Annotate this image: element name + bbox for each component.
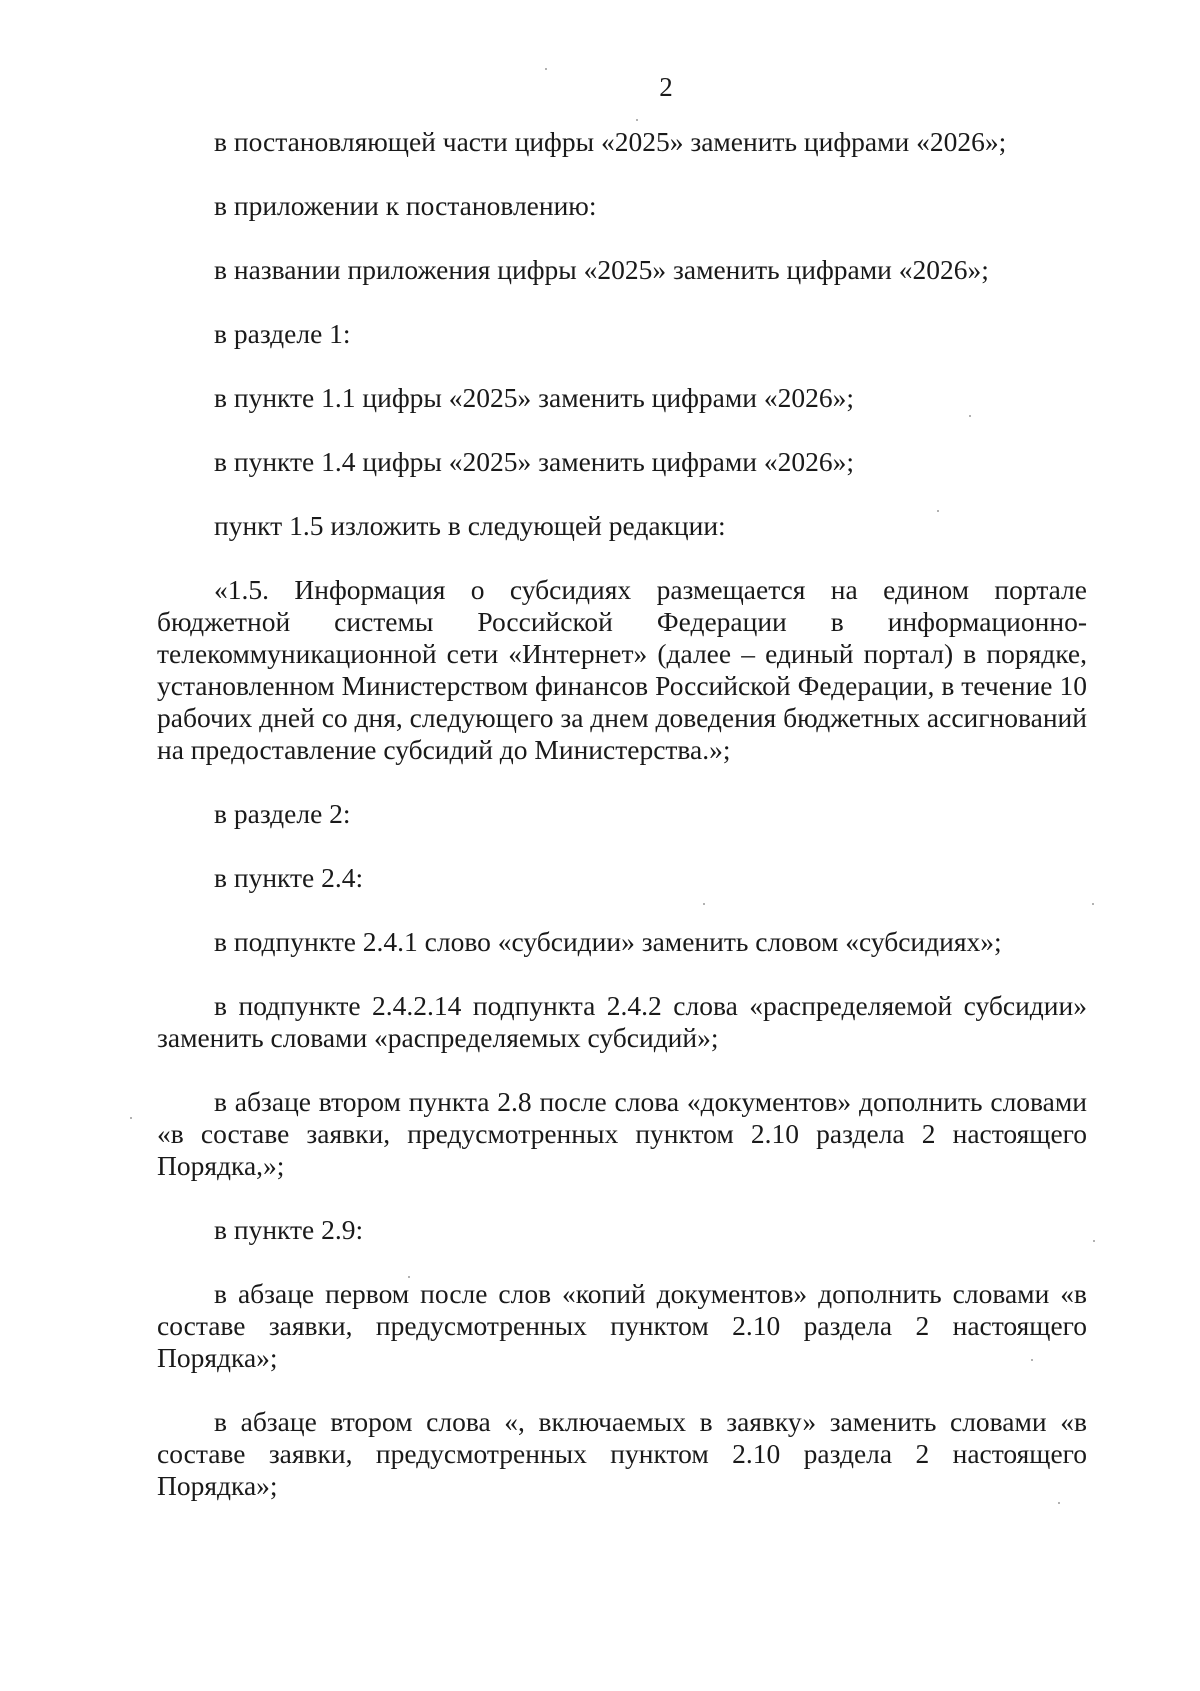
paragraph: в приложении к постановлению: — [214, 190, 597, 221]
paragraph: в пункте 1.1 цифры «2025» заменить цифрами «2026»; — [214, 382, 855, 413]
paragraph: в пункте 2.4: — [214, 862, 364, 893]
paragraph: пункт 1.5 изложить в следующей редакции: — [214, 510, 726, 541]
paragraph: в абзаце первом после слов «копий документов» дополнить словами «в составе заявки, предусмотренных пунктом 2.10 раздела 2 настоящего Порядка»; — [157, 1278, 1087, 1373]
scan-speck — [1092, 903, 1094, 905]
paragraph: в подпункте 2.4.2.14 подпункта 2.4.2 слова «распределяемой субсидии» заменить словами «распределяемых субсидий»; — [157, 990, 1087, 1053]
scan-speck — [636, 119, 638, 121]
paragraph: «1.5. Информация о субсидиях размещается на едином портале бюджетной системы Российской Федерации в информационно-телекоммуникационной сети «Интернет» (далее – единый портал) в порядке, установленном Министерством финансов Российской Федерации, в течение 10 рабочих дней со дня, следующего за днем доведения бюджетных ассигнований на предоставление субсидий до Министерства.»; — [157, 574, 1087, 765]
scan-speck — [969, 415, 971, 417]
scan-speck — [1031, 1359, 1033, 1361]
paragraph: в абзаце втором пункта 2.8 после слова «документов» дополнить словами «в составе заявки, предусмотренных пунктом 2.10 раздела 2 настоящего Порядка,»; — [157, 1086, 1087, 1181]
paragraph: в пункте 1.4 цифры «2025» заменить цифрами «2026»; — [214, 446, 855, 477]
paragraph: в названии приложения цифры «2025» заменить цифрами «2026»; — [214, 254, 989, 285]
paragraph: в разделе 1: — [214, 318, 351, 349]
paragraph: в постановляющей части цифры «2025» заменить цифрами «2026»; — [214, 126, 1007, 157]
scan-speck — [703, 903, 705, 905]
paragraph: в пункте 2.9: — [214, 1214, 364, 1245]
scan-speck — [408, 1276, 410, 1278]
scan-speck — [1058, 1502, 1060, 1504]
paragraph: в подпункте 2.4.1 слово «субсидии» заменить словом «субсидиях»; — [214, 926, 1002, 957]
page-number: 2 — [659, 72, 673, 102]
document-body — [157, 126, 1087, 1534]
paragraph: в разделе 2: — [214, 798, 351, 829]
scan-speck — [545, 68, 547, 70]
scan-speck — [1093, 1240, 1095, 1242]
scan-speck — [130, 1117, 132, 1119]
scan-speck — [937, 510, 939, 512]
paragraph: в абзаце втором слова «, включаемых в заявку» заменить словами «в составе заявки, предусмотренных пунктом 2.10 раздела 2 настоящего Порядка»; — [157, 1406, 1087, 1501]
